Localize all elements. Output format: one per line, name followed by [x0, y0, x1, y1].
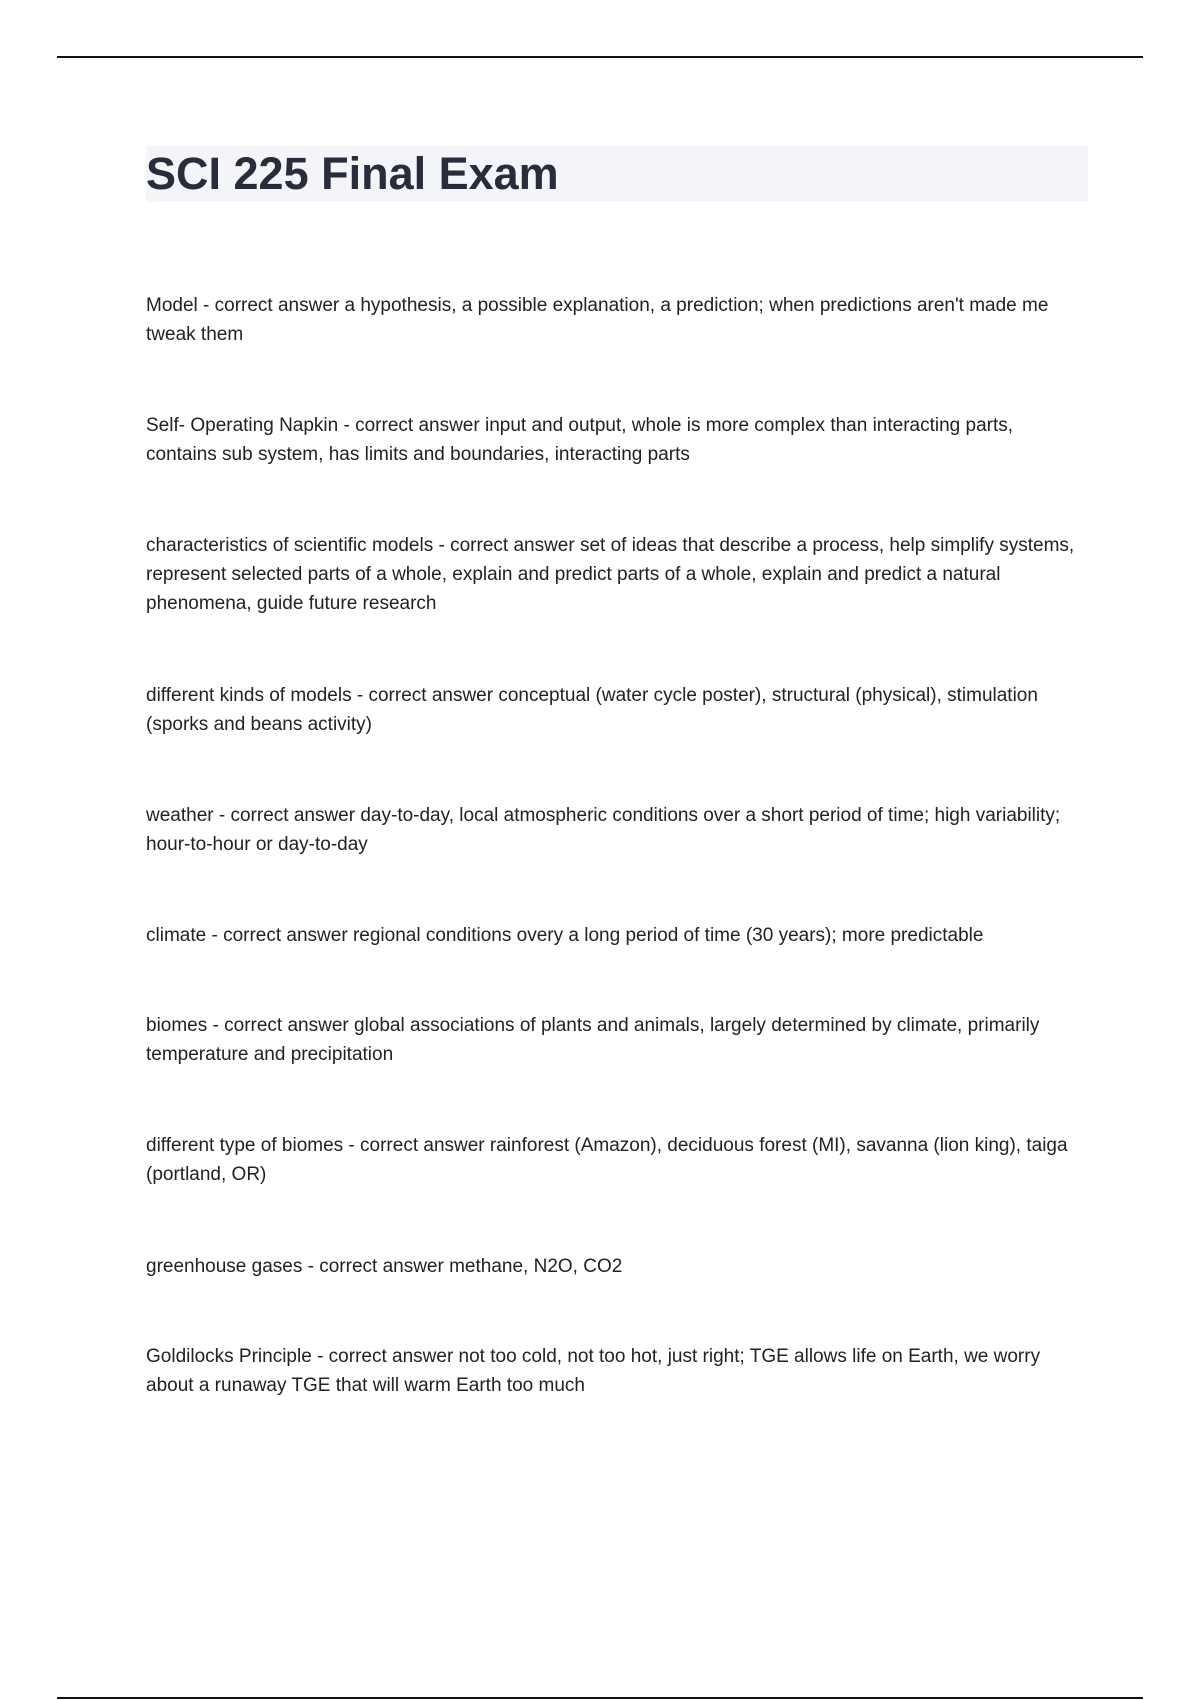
- flashcard-goldilocks-principle: Goldilocks Principle - correct answer not too cold, not too hot, just right; TGE allows life on Earth, we worry about a runaway TGE that will warm Earth too much: [146, 1346, 1041, 1396]
- flashcard-climate: climate - correct answer regional conditions overy a long period of time (30 years); more predictable: [146, 925, 984, 946]
- flashcard-different-type-of-biomes: different type of biomes - correct answer rainforest (Amazon), deciduous forest (MI), savanna (lion king), taiga (portland, OR): [146, 1135, 1068, 1185]
- flashcard-characteristics-of-scientific-models: characteristics of scientific models - correct answer set of ideas that describe a process, help simplify systems, represent selected parts of a whole, explain and predict parts of a whole, explain and predict a natural phenomena, guide future research: [146, 535, 1075, 614]
- flashcard-biomes: biomes - correct answer global associations of plants and animals, largely determined by climate, primarily temperature and precipitation: [146, 1015, 1040, 1065]
- flashcard-greenhouse-gases: greenhouse gases - correct answer methane, N2O, CO2: [146, 1256, 623, 1277]
- flashcard-different-kinds-of-models: different kinds of models - correct answer conceptual (water cycle poster), structural (physical), stimulation (sporks and beans activity): [146, 685, 1038, 735]
- bottom-rule: [57, 1697, 1143, 1699]
- flashcard-self-operating-napkin: Self- Operating Napkin - correct answer input and output, whole is more complex than interacting parts, contains sub system, has limits and boundaries, interacting parts: [146, 415, 1014, 465]
- top-rule: [57, 56, 1143, 58]
- page-title: SCI 225 Final Exam: [146, 148, 559, 199]
- flashcard-model: Model - correct answer a hypothesis, a possible explanation, a prediction; when predictions aren't made me tweak them: [146, 295, 1049, 345]
- flashcard-weather: weather - correct answer day-to-day, local atmospheric conditions over a short period of time; high variability; hour-to-hour or day-to-day: [146, 805, 1061, 855]
